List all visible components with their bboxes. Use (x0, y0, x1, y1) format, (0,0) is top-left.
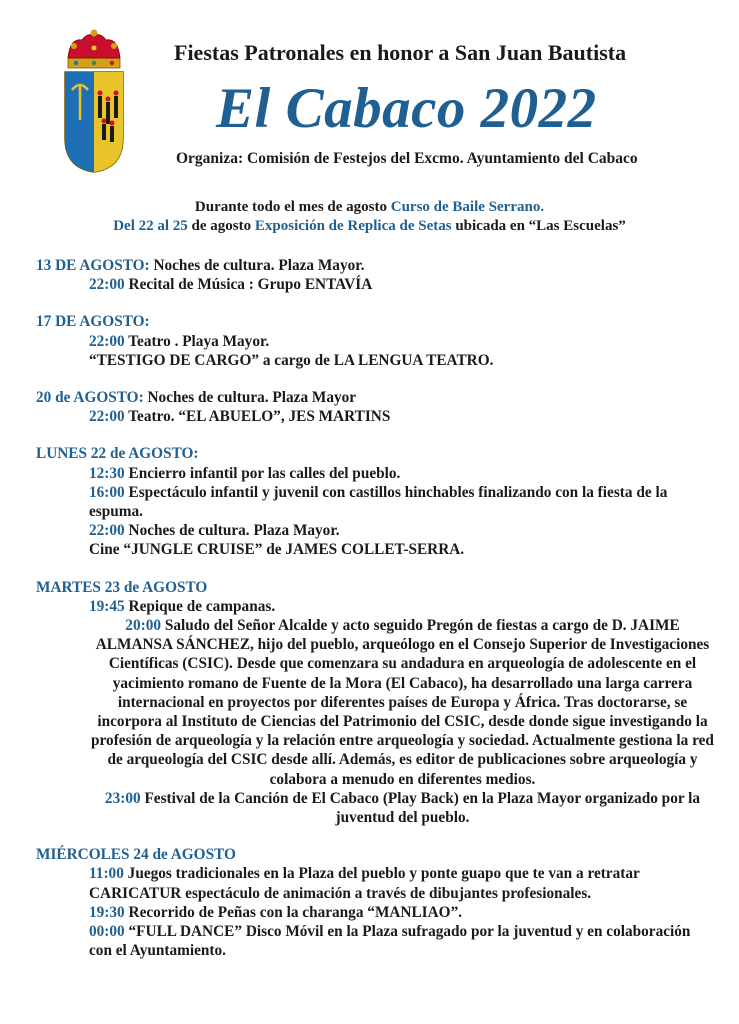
event-item (36, 540, 716, 559)
dance-course-highlight: Curso de Baile Serrano. (390, 199, 545, 215)
day-block (36, 256, 716, 294)
event-time: 20:00 (125, 617, 161, 635)
day-date: 20 de AGOSTO: (36, 389, 144, 407)
event-time: 22:00 (89, 408, 125, 426)
day-heading (36, 578, 716, 597)
day-date: MIÉRCOLES 24 de AGOSTO (36, 846, 236, 864)
event-text: Repique de campanas. (124, 597, 276, 615)
day-heading (36, 444, 716, 463)
organizer-line: Organiza: Comisión de Festejos del Excmo. Ayuntamiento del Cabaco (176, 150, 638, 167)
event-text: Recital de Música : Grupo ENTAVÍA (124, 276, 373, 294)
page-title: El Cabaco 2022 (216, 77, 597, 140)
event-time: 00:00 (89, 923, 125, 941)
event-item (36, 521, 716, 540)
day-heading (36, 312, 716, 331)
event-time: 22:00 (89, 276, 125, 294)
event-time: 11:00 (89, 865, 124, 883)
event-text: Juegos tradicionales en la Plaza del pueblo y ponte guapo que te van a retratar CARICATUR espectáculo de animación a través de dibujantes profesionales. (89, 865, 640, 902)
day-heading (36, 388, 716, 407)
day-block (36, 388, 716, 426)
day-block (36, 845, 716, 960)
shield-icon (65, 72, 123, 172)
event-subtitle: Fiestas Patronales en honor a San Juan Bautista (174, 40, 627, 65)
event-item (36, 275, 716, 294)
event-text: Teatro . Playa Mayor. (124, 332, 270, 350)
event-text: “FULL DANCE” Disco Móvil en la Plaza sufragado por la juventud y en colaboración con el Ayuntamiento. (89, 923, 691, 960)
day-block (36, 578, 716, 828)
announcements (0, 198, 739, 236)
coat-of-arms-icon (62, 28, 126, 174)
day-block (36, 312, 716, 370)
event-text: Noches de cultura. Plaza Mayor. (124, 522, 340, 540)
event-time: 16:00 (89, 483, 125, 501)
event-text: Recorrido de Peñas con la charanga “MANLIAO”. (124, 903, 463, 921)
event-time: 19:45 (89, 597, 125, 615)
day-heading (36, 256, 716, 275)
announce-line-2: Del 22 al 25 de agosto Exposición de Replica de Setas ubicada en “Las Escuelas” (113, 218, 626, 234)
schedule (36, 256, 716, 979)
event-text: Festival de la Canción de El Cabaco (Play Back) en la Plaza Mayor organizado por la juventud del pueblo. (140, 789, 701, 827)
event-item (36, 922, 716, 960)
event-item (36, 616, 716, 789)
event-item (36, 597, 716, 616)
day-description: Noches de cultura. Plaza Mayor (143, 389, 357, 407)
day-heading (36, 845, 716, 864)
day-date: MARTES 23 de AGOSTO (36, 578, 208, 596)
event-text: Teatro. “EL ABUELO”, JES MARTINS (124, 408, 391, 426)
event-time: 19:30 (89, 903, 125, 921)
event-time: 22:00 (89, 332, 125, 350)
event-item (36, 789, 716, 827)
dates-highlight: Del 22 al 25 (113, 218, 188, 234)
day-date: 17 DE AGOSTO: (36, 313, 150, 331)
event-item (36, 351, 716, 370)
event-item (36, 903, 716, 922)
event-item (36, 483, 716, 521)
event-time: 22:00 (89, 522, 125, 540)
event-text: “TESTIGO DE CARGO” a cargo de LA LENGUA TEATRO. (89, 351, 494, 369)
crown-icon (68, 30, 120, 69)
day-date: LUNES 22 de AGOSTO: (36, 445, 199, 463)
event-text: Espectáculo infantil y juvenil con castillos hinchables finalizando con la fiesta de la espuma. (89, 483, 668, 521)
day-block (36, 444, 716, 559)
event-item (36, 864, 716, 902)
day-date: 13 DE AGOSTO: (36, 257, 150, 274)
exhibition-highlight: Exposición de Replica de Setas (254, 218, 452, 234)
announce-line-1: Durante todo el mes de agosto Curso de Baile Serrano. (194, 199, 545, 215)
event-time: 23:00 (104, 789, 141, 807)
event-item (36, 464, 716, 483)
event-item (36, 407, 716, 426)
event-text: Cine “JUNGLE CRUISE” de JAMES COLLET-SERRA. (89, 541, 465, 559)
day-description: Noches de cultura. Plaza Mayor. (149, 257, 365, 274)
event-text: Encierro infantil por las calles del pueblo. (124, 464, 401, 482)
event-time: 12:30 (89, 464, 125, 482)
event-item (36, 332, 716, 351)
event-text: Saludo del Señor Alcalde y acto seguido Pregón de fiestas a cargo de D. JAIME ALMANSA SÁNCHEZ, hijo del pueblo, arqueólogo en el Consejo Superior de Investigaciones Científicas (CSIC). Desde que comenzara su andadura en arqueología de adolescente en el yacimiento romano de Fuente de la Mora (El Cabaco), ha desarrollado una larga carrera internacional en proyectos por diferentes países de Europa y África. Tras doctorarse, se incorpora al Instituto de Ciencias del Patrimonio del CSIC, desde donde sigue investigando la profesión de arqueología y la relación entre arqueología y sociedad. Actualmente gestiona la red de arqueología del CSIC desde allí. Además, es editor de publicaciones sobre arqueología y colabora a menudo en diferentes medios. (91, 617, 714, 788)
